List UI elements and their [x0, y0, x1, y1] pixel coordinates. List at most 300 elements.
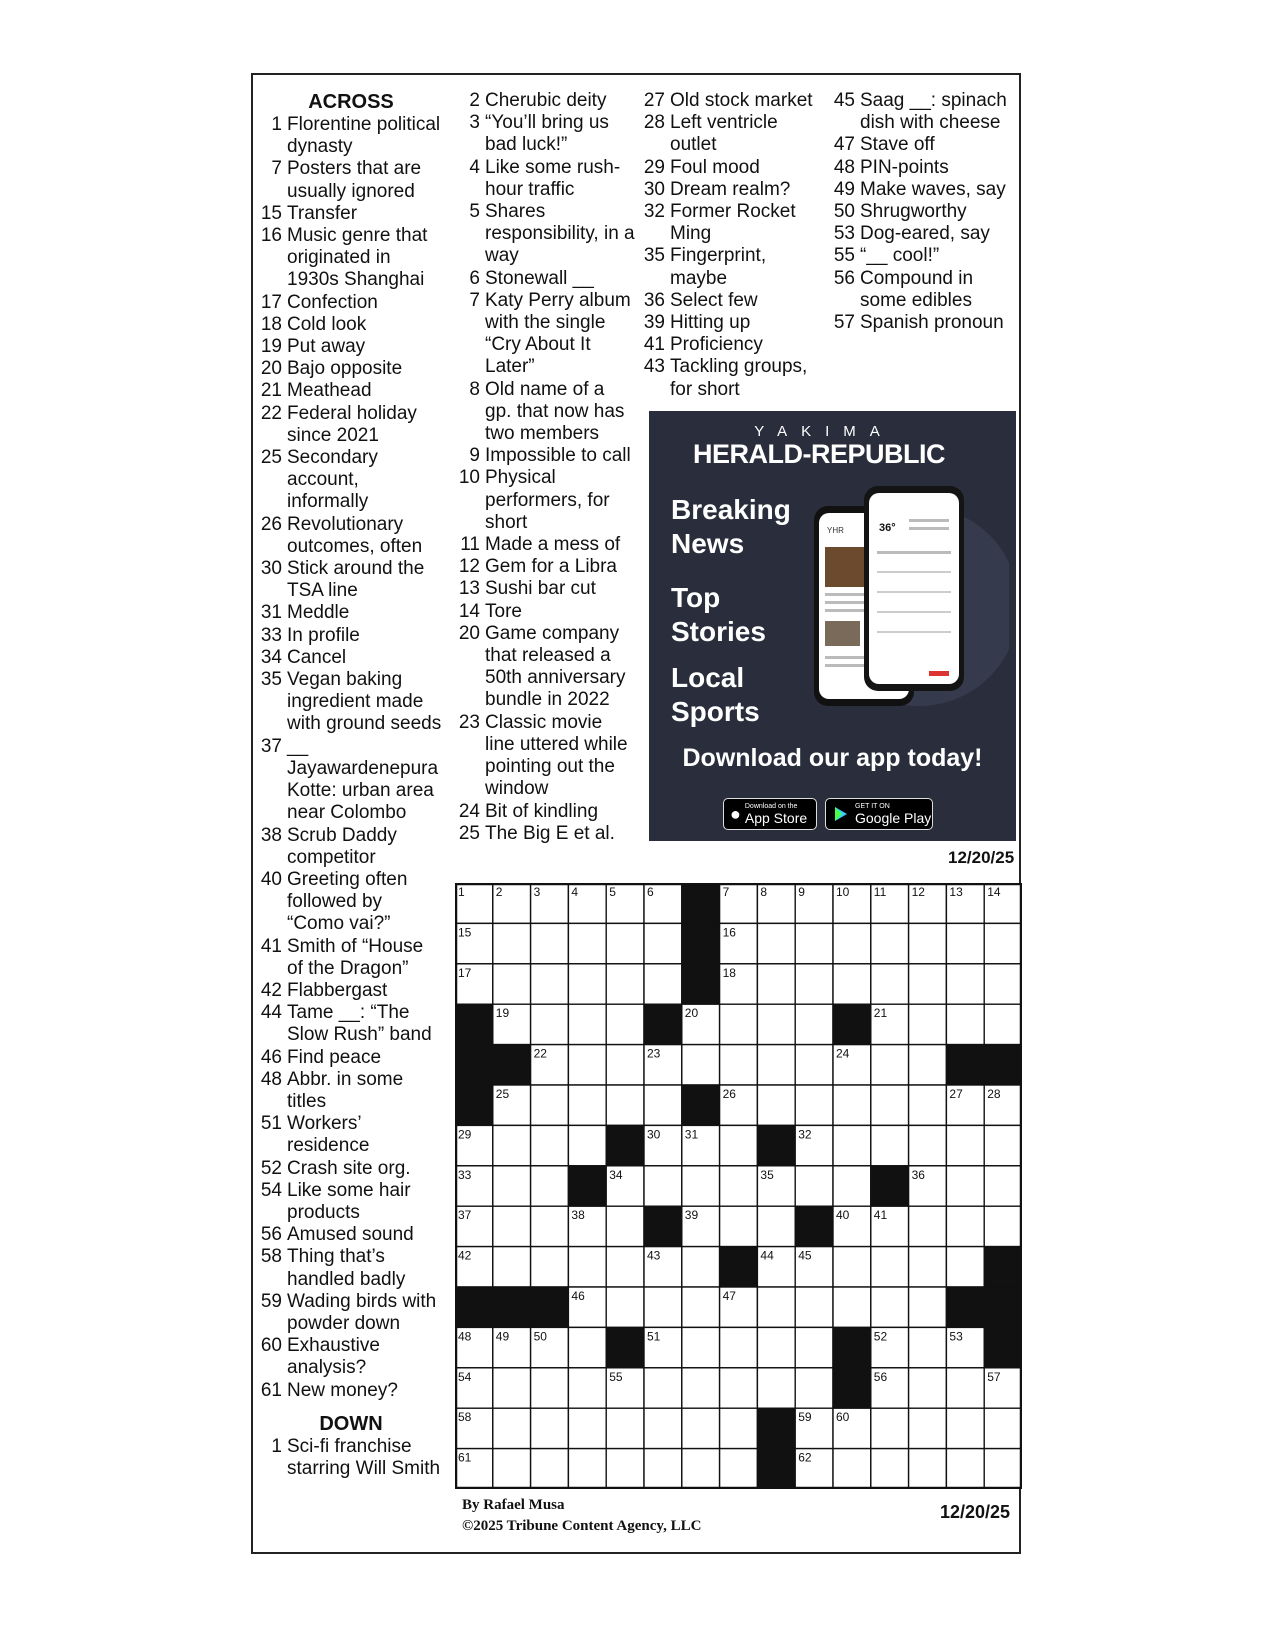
grid-cell[interactable] — [946, 964, 984, 1004]
down-clue — [830, 179, 1015, 201]
grid-cell[interactable] — [493, 1247, 531, 1287]
apple-icon: ● — [730, 803, 741, 824]
clue-text: Cancel — [287, 646, 347, 668]
grid-cell[interactable] — [757, 1045, 795, 1085]
grid-cell[interactable] — [833, 1166, 871, 1206]
phone-mockup-image — [799, 481, 1009, 731]
down-clue — [640, 90, 820, 112]
down-clue-list-start — [260, 1436, 442, 1480]
clue-number: 61 — [260, 1379, 282, 1401]
clue-text: Hitting up — [670, 312, 751, 334]
down-clue — [640, 245, 820, 289]
clue-text: Wading birds with powder down — [287, 1290, 437, 1334]
clue-number: 32 — [643, 201, 665, 223]
cell-number: 55 — [609, 1369, 623, 1384]
grid-cell[interactable] — [909, 1206, 947, 1246]
grid-cell[interactable] — [531, 964, 569, 1004]
grid-cell[interactable] — [568, 1408, 606, 1448]
down-clues-column-3 — [640, 90, 820, 401]
grid-block — [455, 1004, 493, 1044]
clue-text: Dream realm? — [670, 178, 791, 200]
clue-number: 54 — [260, 1179, 282, 1201]
grid-cell[interactable] — [909, 1368, 947, 1408]
grid-cell[interactable] — [493, 1125, 531, 1165]
grid-cell[interactable] — [644, 1408, 682, 1448]
clue-text: The Big E et al. — [485, 822, 615, 844]
grid-cell[interactable] — [833, 1085, 871, 1125]
grid-cell[interactable] — [909, 1085, 947, 1125]
across-clue — [260, 1246, 442, 1290]
grid-cell[interactable] — [984, 1125, 1022, 1165]
clue-text: Impossible to call — [485, 445, 631, 467]
clue-text: Old stock market — [670, 90, 813, 111]
across-clue — [260, 225, 442, 292]
across-clue — [260, 825, 442, 869]
byline: By Rafael Musa — [462, 1497, 565, 1513]
grid-cell[interactable] — [946, 1206, 984, 1246]
across-clue — [260, 625, 442, 647]
clue-number: 7 — [271, 158, 282, 180]
grid-cell[interactable] — [682, 1449, 720, 1489]
clue-number: 25 — [458, 822, 480, 844]
cell-number: 8 — [760, 885, 768, 899]
down-clue — [455, 578, 635, 600]
grid-cell[interactable] — [644, 1449, 682, 1489]
cell-number: 23 — [647, 1046, 661, 1061]
cell-number: 29 — [458, 1127, 472, 1142]
app-advertisement — [649, 411, 1016, 841]
app-store-badge[interactable]: ● Download on the App Store — [723, 798, 817, 830]
clue-number: 51 — [260, 1113, 282, 1135]
grid-cell[interactable] — [568, 1085, 606, 1125]
grid-cell[interactable] — [568, 964, 606, 1004]
clue-text: Federal holiday since 2021 — [287, 402, 417, 446]
cell-number: 38 — [571, 1208, 585, 1223]
down-clue — [830, 157, 1015, 179]
grid-cell[interactable] — [984, 1449, 1022, 1489]
across-clue — [260, 1180, 442, 1224]
clue-number: 21 — [260, 380, 282, 402]
clue-text: Bit of kindling — [485, 800, 599, 822]
clue-text: Workers’ residence — [287, 1113, 370, 1157]
grid-cell[interactable] — [871, 1449, 909, 1489]
cell-number: 4 — [571, 885, 579, 899]
across-clue — [260, 1069, 442, 1113]
grid-cell[interactable] — [946, 923, 984, 963]
grid-cell[interactable] — [757, 964, 795, 1004]
clue-text: Cold look — [287, 313, 367, 335]
clue-number: 20 — [458, 622, 480, 644]
clue-number: 7 — [469, 289, 480, 311]
grid-cell[interactable] — [606, 964, 644, 1004]
grid-cell[interactable] — [833, 1125, 871, 1165]
clue-text: Vegan baking ingredient made with ground seeds — [287, 669, 442, 735]
grid-cell[interactable] — [606, 1206, 644, 1246]
grid-cell[interactable] — [531, 1247, 569, 1287]
grid-cell[interactable] — [946, 1368, 984, 1408]
grid-cell[interactable] — [909, 1004, 947, 1044]
grid-cell[interactable] — [682, 1408, 720, 1448]
cell-number: 53 — [949, 1329, 963, 1344]
grid-cell[interactable] — [493, 1166, 531, 1206]
grid-cell[interactable] — [720, 1166, 758, 1206]
grid-cell[interactable] — [568, 1327, 606, 1367]
across-clue — [260, 158, 442, 202]
across-clue — [260, 380, 442, 402]
clue-number: 48 — [833, 156, 855, 178]
grid-cell[interactable] — [984, 1166, 1022, 1206]
crossword-grid[interactable] — [455, 883, 1022, 1489]
grid-block — [946, 1287, 984, 1327]
grid-cell[interactable] — [606, 1004, 644, 1044]
cell-number: 21 — [873, 1006, 888, 1021]
date-top: 12/20/25 — [948, 848, 1015, 867]
clue-text: Posters that are usually ignored — [287, 158, 422, 202]
clue-text: Dog-eared, say — [860, 223, 990, 245]
grid-block — [757, 1449, 795, 1489]
cell-number: 58 — [458, 1410, 472, 1425]
grid-cell[interactable] — [720, 1045, 758, 1085]
clue-text: Left ventricle outlet — [670, 112, 778, 156]
cell-number: 46 — [571, 1289, 585, 1303]
grid-cell[interactable] — [984, 1004, 1022, 1044]
grid-cell[interactable] — [795, 1368, 833, 1408]
down-clues-column-2 — [455, 90, 635, 845]
grid-cell[interactable] — [984, 1408, 1022, 1448]
cell-number: 60 — [836, 1410, 850, 1425]
cell-number: 7 — [722, 885, 730, 899]
grid-cell[interactable] — [909, 1327, 947, 1367]
grid-cell[interactable] — [644, 1166, 682, 1206]
grid-cell[interactable] — [720, 1408, 758, 1448]
down-clue — [455, 112, 635, 156]
grid-cell[interactable] — [757, 1287, 795, 1327]
clue-text: Saag __: spinach dish with cheese — [860, 90, 1007, 134]
cell-number: 43 — [647, 1248, 661, 1263]
across-clue — [260, 336, 442, 358]
grid-cell[interactable] — [984, 923, 1022, 963]
grid-cell[interactable] — [682, 1368, 720, 1408]
play-icon — [832, 805, 850, 823]
clue-number: 41 — [643, 334, 665, 356]
cell-number: 32 — [798, 1127, 812, 1142]
grid-cell[interactable] — [720, 1368, 758, 1408]
cell-number: 11 — [873, 885, 887, 899]
grid-cell[interactable] — [720, 1327, 758, 1367]
clue-number: 3 — [469, 112, 480, 134]
clue-text: Stick around the TSA line — [287, 558, 425, 602]
grid-cell[interactable] — [606, 1449, 644, 1489]
grid-cell[interactable] — [833, 1287, 871, 1327]
down-clue — [455, 157, 635, 201]
grid-cell[interactable] — [871, 1247, 909, 1287]
ad-brand-small: YAKIMA — [754, 423, 894, 440]
grid-cell[interactable] — [871, 1125, 909, 1165]
clue-text: Exhaustive analysis? — [287, 1335, 380, 1379]
grid-cell[interactable] — [606, 1408, 644, 1448]
grid-cell[interactable] — [833, 1449, 871, 1489]
grid-cell[interactable] — [795, 923, 833, 963]
grid-cell[interactable] — [871, 964, 909, 1004]
grid-cell[interactable] — [946, 1125, 984, 1165]
cell-number: 2 — [495, 885, 503, 899]
clue-number: 50 — [833, 201, 855, 223]
clue-number: 11 — [460, 534, 480, 556]
grid-cell[interactable] — [720, 1206, 758, 1246]
grid-cell[interactable] — [531, 1408, 569, 1448]
grid-cell[interactable] — [795, 964, 833, 1004]
grid-cell[interactable] — [833, 1247, 871, 1287]
grid-cell[interactable] — [757, 1004, 795, 1044]
cell-number: 57 — [987, 1369, 1001, 1384]
grid-cell[interactable] — [682, 1045, 720, 1085]
clue-number: 53 — [833, 223, 855, 245]
across-clue — [260, 114, 442, 158]
clue-number: 29 — [643, 156, 665, 178]
grid-cell[interactable] — [644, 1368, 682, 1408]
ad-headline-local: Local Sports — [671, 662, 760, 727]
down-clue — [260, 1436, 442, 1480]
grid-cell[interactable] — [606, 1045, 644, 1085]
grid-cell[interactable] — [720, 1125, 758, 1165]
grid-block — [682, 883, 720, 923]
clue-number: 22 — [260, 402, 282, 424]
cell-number: 51 — [647, 1329, 661, 1344]
across-clue — [260, 1291, 442, 1335]
across-clues-column — [260, 90, 442, 1480]
grid-block — [757, 1408, 795, 1448]
grid-block — [984, 1327, 1022, 1367]
grid-cell[interactable] — [493, 1206, 531, 1246]
grid-block — [946, 1045, 984, 1085]
clue-number: 25 — [260, 447, 282, 469]
grid-cell[interactable] — [909, 964, 947, 1004]
grid-cell[interactable] — [720, 1449, 758, 1489]
across-heading: ACROSS — [308, 91, 394, 113]
grid-cell[interactable] — [531, 1125, 569, 1165]
clue-text: Katy Perry album with the single “Cry About It Later” — [485, 289, 631, 378]
clue-number: 36 — [643, 289, 665, 311]
cell-number: 34 — [609, 1167, 623, 1182]
grid-cell[interactable] — [757, 1327, 795, 1367]
grid-cell[interactable] — [682, 1166, 720, 1206]
clue-text: Game company that released a 50th anniversary bundle in 2022 — [485, 622, 626, 711]
grid-cell[interactable] — [795, 1004, 833, 1044]
down-clue-list-3 — [640, 90, 820, 401]
grid-cell[interactable] — [531, 1206, 569, 1246]
cell-number: 25 — [495, 1087, 510, 1101]
grid-cell[interactable] — [833, 964, 871, 1004]
grid-cell[interactable] — [682, 1287, 720, 1327]
clue-number: 4 — [469, 156, 480, 178]
clue-number: 35 — [643, 245, 665, 267]
grid-cell[interactable] — [946, 1004, 984, 1044]
across-clue — [260, 936, 442, 980]
grid-cell[interactable] — [531, 923, 569, 963]
grid-cell[interactable] — [757, 1085, 795, 1125]
grid-cell[interactable] — [644, 964, 682, 1004]
grid-cell[interactable] — [493, 1368, 531, 1408]
clue-text: Shares responsibility, in a way — [485, 201, 635, 267]
grid-cell[interactable] — [568, 1368, 606, 1408]
grid-block — [493, 1287, 531, 1327]
grid-cell[interactable] — [909, 1045, 947, 1085]
grid-cell[interactable] — [493, 964, 531, 1004]
grid-cell[interactable] — [531, 1004, 569, 1044]
clue-text: Put away — [287, 336, 366, 358]
ad-headline-top: Top Stories — [671, 582, 766, 647]
grid-cell[interactable] — [531, 1085, 569, 1125]
grid-cell[interactable] — [795, 1045, 833, 1085]
cell-number: 49 — [495, 1329, 510, 1344]
clue-text: Foul mood — [670, 156, 760, 178]
grid-cell[interactable] — [871, 1408, 909, 1448]
grid-cell[interactable] — [606, 923, 644, 963]
grid-cell[interactable] — [531, 1166, 569, 1206]
grid-block — [455, 1045, 493, 1085]
clue-number: 44 — [260, 1002, 282, 1024]
grid-cell[interactable] — [757, 923, 795, 963]
grid-cell[interactable] — [871, 923, 909, 963]
grid-cell[interactable] — [568, 1125, 606, 1165]
across-clue — [260, 558, 442, 602]
google-play-badge[interactable]: GET IT ON Google Play — [825, 798, 933, 830]
cell-number: 61 — [458, 1450, 472, 1465]
clue-text: Compound in some edibles — [860, 267, 974, 311]
grid-cell[interactable] — [757, 1206, 795, 1246]
grid-cell[interactable] — [568, 1247, 606, 1287]
grid-cell[interactable] — [909, 923, 947, 963]
cell-number: 41 — [873, 1208, 888, 1223]
clue-number: 43 — [643, 356, 665, 378]
grid-cell[interactable] — [606, 1247, 644, 1287]
grid-cell[interactable] — [871, 1287, 909, 1327]
grid-cell[interactable] — [493, 1449, 531, 1489]
grid-cell[interactable] — [568, 1004, 606, 1044]
grid-cell[interactable] — [682, 1247, 720, 1287]
clue-text: Shrugworthy — [860, 201, 967, 223]
grid-cell[interactable] — [909, 1287, 947, 1327]
clue-number: 57 — [833, 312, 855, 334]
grid-cell[interactable] — [493, 1408, 531, 1448]
grid-cell[interactable] — [531, 1449, 569, 1489]
clue-number: 58 — [260, 1246, 282, 1268]
grid-cell[interactable] — [644, 923, 682, 963]
grid-cell[interactable] — [531, 1368, 569, 1408]
grid-cell[interactable] — [682, 1327, 720, 1367]
across-clue — [260, 869, 442, 936]
across-clue — [260, 1380, 442, 1402]
clue-text: Amused sound — [287, 1224, 414, 1246]
across-clue — [260, 403, 442, 447]
grid-cell[interactable] — [757, 1368, 795, 1408]
grid-cell[interactable] — [720, 1004, 758, 1044]
cell-number: 5 — [609, 885, 616, 899]
grid-cell[interactable] — [833, 923, 871, 963]
grid-cell[interactable] — [606, 1287, 644, 1327]
grid-cell[interactable] — [984, 964, 1022, 1004]
grid-cell[interactable] — [909, 1408, 947, 1448]
clue-text: Old name of a gp. that now has two members — [485, 378, 625, 445]
clue-number: 6 — [469, 267, 480, 289]
grid-cell[interactable] — [909, 1125, 947, 1165]
cell-number: 59 — [798, 1410, 812, 1425]
grid-cell[interactable] — [795, 1085, 833, 1125]
ad-brand: HERALD-REPUBLIC — [693, 439, 945, 469]
grid-cell[interactable] — [606, 1085, 644, 1125]
cell-number: 56 — [873, 1369, 888, 1384]
clue-text: Revolutionary outcomes, often — [287, 513, 423, 557]
across-clue — [260, 1335, 442, 1379]
grid-cell[interactable] — [795, 1287, 833, 1327]
grid-cell[interactable] — [644, 1085, 682, 1125]
grid-cell[interactable] — [909, 1247, 947, 1287]
clue-number: 12 — [458, 556, 480, 578]
grid-cell[interactable] — [493, 923, 531, 963]
clue-text: Stave off — [860, 134, 935, 156]
down-clue — [830, 201, 1015, 223]
clue-text: Make waves, say — [860, 178, 1006, 200]
cell-number: 26 — [722, 1087, 736, 1101]
grid-cell[interactable] — [909, 1449, 947, 1489]
cell-number: 31 — [684, 1127, 699, 1142]
grid-cell[interactable] — [946, 1247, 984, 1287]
grid-cell[interactable] — [871, 1045, 909, 1085]
down-clue — [455, 534, 635, 556]
grid-cell[interactable] — [568, 923, 606, 963]
clue-text: __ Jayawardenepura Kotte: urban area near Colombo — [287, 735, 439, 824]
down-clue — [640, 179, 820, 201]
cell-number: 39 — [684, 1208, 699, 1223]
grid-cell[interactable] — [946, 1408, 984, 1448]
grid-cell[interactable] — [644, 1287, 682, 1327]
clue-text: Scrub Daddy competitor — [287, 824, 397, 868]
clue-number: 45 — [833, 90, 855, 111]
across-clue — [260, 1047, 442, 1069]
down-clue — [640, 201, 820, 245]
down-clue — [455, 445, 635, 467]
cell-number: 47 — [722, 1289, 736, 1303]
grid-cell[interactable] — [795, 1327, 833, 1367]
grid-cell[interactable] — [946, 1166, 984, 1206]
down-clue — [640, 290, 820, 312]
clue-number: 1 — [271, 114, 282, 135]
grid-cell[interactable] — [568, 1449, 606, 1489]
clue-number: 16 — [260, 225, 282, 247]
clue-number: 34 — [260, 646, 282, 668]
clue-text: Spanish pronoun — [860, 312, 1004, 334]
across-clue — [260, 447, 442, 514]
down-clue — [455, 601, 635, 623]
grid-cell[interactable] — [871, 1085, 909, 1125]
clue-number: 24 — [458, 800, 480, 822]
clue-number: 60 — [260, 1335, 282, 1357]
grid-block — [531, 1287, 569, 1327]
clue-number: 17 — [260, 291, 282, 313]
cell-number: 48 — [458, 1329, 472, 1344]
grid-cell[interactable] — [946, 1449, 984, 1489]
clue-text: Made a mess of — [485, 534, 621, 556]
grid-cell[interactable] — [568, 1045, 606, 1085]
across-clue — [260, 980, 442, 1002]
grid-cell[interactable] — [795, 1166, 833, 1206]
clue-number: 18 — [260, 313, 282, 335]
clue-text: Thing that’s handled badly — [287, 1246, 406, 1290]
grid-block — [682, 964, 720, 1004]
grid-cell[interactable] — [984, 1206, 1022, 1246]
cell-number: 13 — [949, 885, 963, 899]
down-clue — [830, 134, 1015, 156]
